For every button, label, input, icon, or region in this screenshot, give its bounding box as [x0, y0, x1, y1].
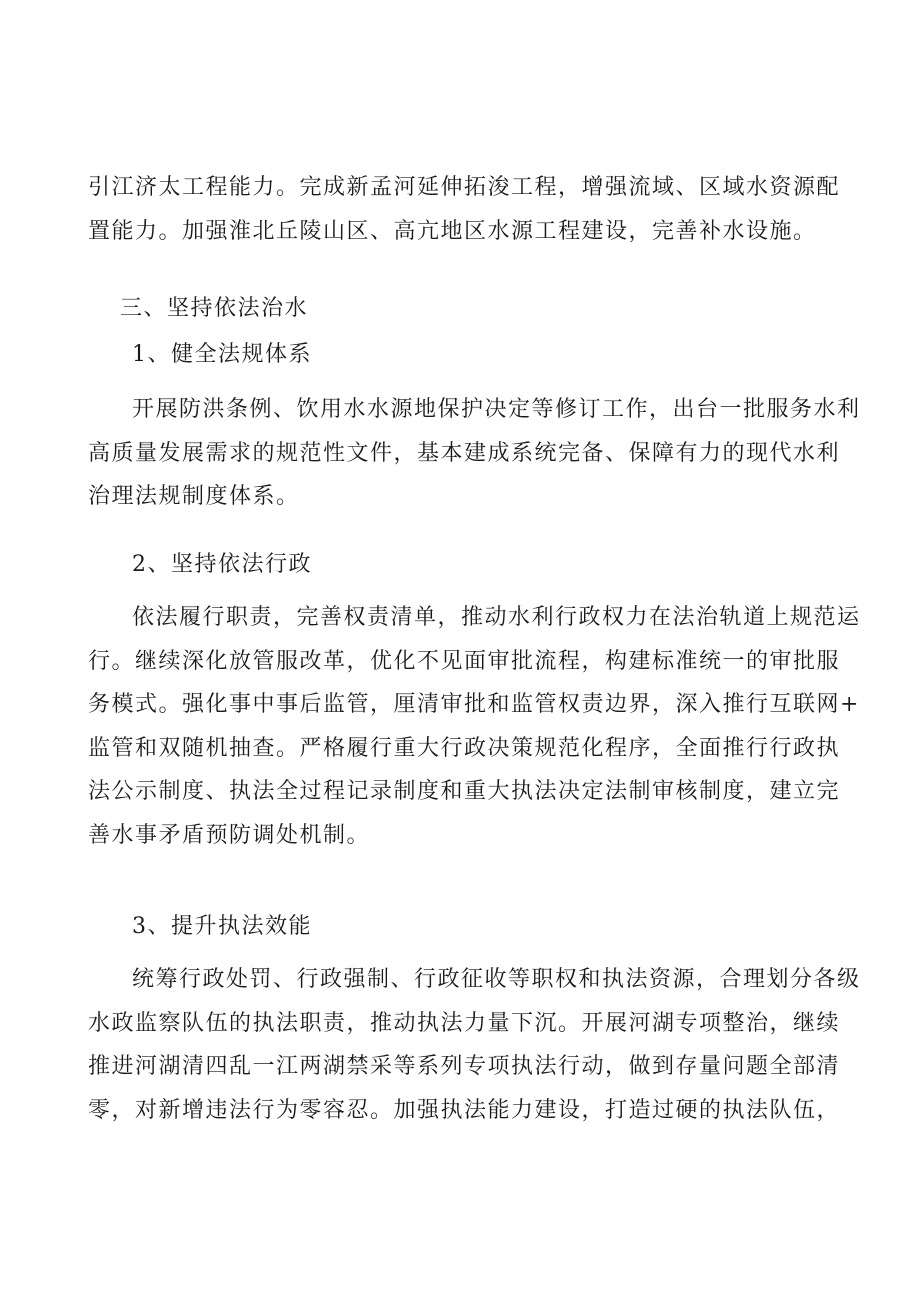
- subsection-heading-2: 2、坚持依法行政: [132, 552, 312, 577]
- paragraph-line: 水政监察队伍的执法职责，推动执法力量下沉。开展河湖专项整治，继续: [88, 1010, 841, 1036]
- paragraph-line: 行。继续深化放管服改革，优化不见面审批流程，构建标准统一的审批服: [88, 648, 841, 674]
- paragraph-line: 高质量发展需求的规范性文件，基本建成系统完备、保障有力的现代水利: [88, 440, 841, 466]
- paragraph-line: 务模式。强化事中事后监管，厘清审批和监管权责边界，深入推行互联网+: [88, 692, 860, 717]
- paragraph-line: 开展防洪条例、饮用水水源地保护决定等修订工作，出台一批服务水利: [132, 397, 861, 422]
- subsection-2-paragraph: [88, 596, 861, 857]
- paragraph-line: 引江济太工程能力。完成新孟河延伸拓浚工程，增强流域、区域水资源配: [88, 175, 841, 200]
- section-heading: 三、坚持依法治水: [120, 296, 309, 321]
- paragraph-line: 监管和双随机抽查。严格履行重大行政决策规范化程序，全面推行行政执: [88, 735, 841, 761]
- subsection-3-paragraph: [88, 958, 861, 1132]
- subsection-heading-1: 1、健全法规体系: [132, 342, 312, 367]
- paragraph-line: 依法履行职责，完善权责清单，推动水利行政权力在法治轨道上规范运: [132, 605, 861, 630]
- paragraph-line: 零，对新增违法行为零容忍。加强执法能力建设，打造过硬的执法队伍，: [88, 1097, 841, 1123]
- paragraph-line: 法公示制度、执法全过程记录制度和重大执法决定法制审核制度，建立完: [88, 779, 841, 804]
- subsection-heading-3: 3、提升执法效能: [132, 914, 312, 939]
- paragraph-line: 统筹行政处罚、行政强制、行政征收等职权和执法资源，合理划分各级: [132, 967, 861, 992]
- subsection-1-paragraph: [88, 388, 861, 519]
- intro-paragraph: [88, 166, 840, 253]
- paragraph-line: 善水事矛盾预防调处机制。: [88, 822, 371, 848]
- paragraph-line: 治理法规制度体系。: [88, 484, 300, 509]
- paragraph-line: 置能力。加强淮北丘陵山区、高亢地区水源工程建设，完善补水设施。: [88, 218, 817, 244]
- paragraph-line: 推进河湖清四乱一江两湖禁采等系列专项执法行动，做到存量问题全部清: [88, 1054, 841, 1079]
